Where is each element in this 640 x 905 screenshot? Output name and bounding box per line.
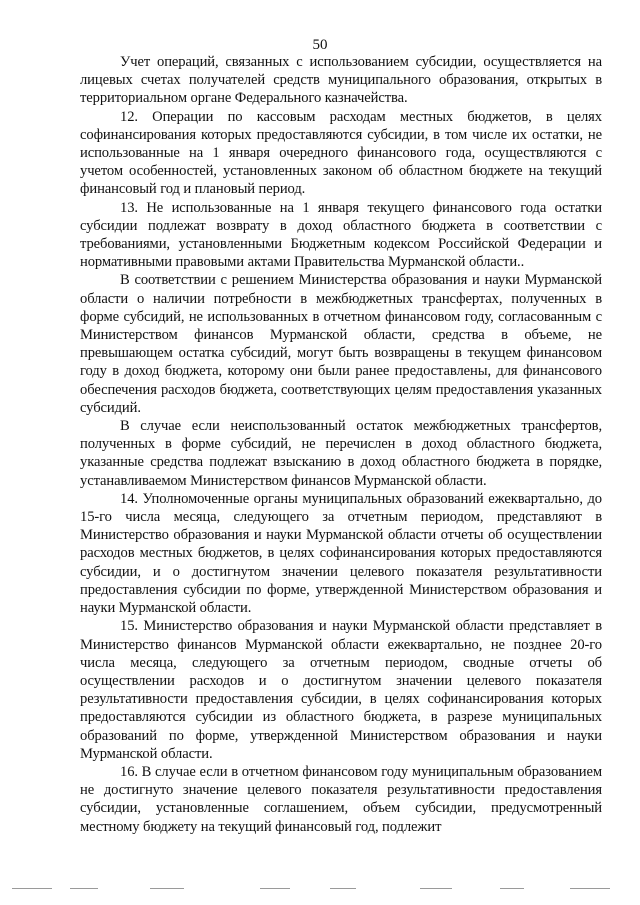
document-body (80, 53, 602, 836)
footer-scan-rule (0, 888, 640, 894)
paragraph-12-cash-operations: 12. Операции по кассовым расходам местных бюджетов, в целях софинансирования которых предоставляются субсидии, в том числе их остатки, не использованные на 1 января очередного финансового года, осуществляются с учетом особенностей, установленных законом об областном бюджете на текущий финансовый год и плановый период. (80, 108, 602, 198)
paragraph-treasury-accounting: Учет операций, связанных с использованием субсидии, осуществляется на лицевых счетах получателей средств муниципального образования, открытых в территориальном органе Федерального казначейства. (80, 54, 602, 107)
paragraph-16-target-not-reached: 16. В случае если в отчетном финансовом году муниципальным образованием не достигнуто значение целевого показателя результативности предоставления субсидии, установленные соглашением, объем субсидии, предусмотренный местному бюджету на текущий финансовый год, подлежит (80, 763, 602, 835)
page-number: 50 (312, 37, 328, 53)
paragraph-14-quarterly-reports: 14. Уполномоченные органы муниципальных образований ежеквартально, до 15-го числа месяца, следующего за отчетным периодом, представляют в Министерство образования и науки Мурманской области отчеты об осуществлении расходов местных бюджетов, в целях софинансирования которых предоставляются субсидии, и о достигнутом значении целевого показателя результативности предоставления субсидии по форме, утвержденной Министерством образования и науки Мурманской области. (80, 490, 602, 617)
paragraph-recovery-of-funds: В случае если неиспользованный остаток межбюджетных трансфертов, полученных в форме субсидий, не перечислен в доход областного бюджета, указанные средства подлежат взысканию в доход областного бюджета в порядке, устанавливаемом Министерством финансов Мурманской области. (80, 418, 602, 489)
paragraph-15-consolidated-reports: 15. Министерство образования и науки Мурманской области представляет в Министерство финансов Мурманской области ежеквартально, не позднее 20-го числа месяца, следующего за отчетным периодом, сводные отчеты об осуществлении расходов и о достигнутом значении целевого показателя результативности предоставления субсидии, в целях софинансирования которых предоставляются субсидии из областного бюджета, в разрезе муниципальных образований по форме, утвержденной Министерством образования и науки Мурманской области. (80, 618, 602, 762)
paragraph-return-decision: В соответствии с решением Министерства образования и науки Мурманской области о наличии потребности в межбюджетных трансфертах, полученных в форме субсидий, не использованных в отчетном финансовом году, согласованным с Министерством финансов Мурманской области, средства в объеме, не превышающем остатка субсидий, могут быть возвращены в текущем финансовом году в доход бюджета, которому они были ранее предоставлены, для финансового обеспечения расходов бюджета, соответствующих целям предоставления указанных субсидий. (80, 272, 602, 416)
paragraph-13-unused-balances: 13. Не использованные на 1 января текущего финансового года остатки субсидии подлежат возврату в доход областного бюджета в соответствии с требованиями, установленными Бюджетным кодексом Российской Федерации и нормативными правовыми актами Правительства Мурманской области.. (80, 199, 602, 271)
